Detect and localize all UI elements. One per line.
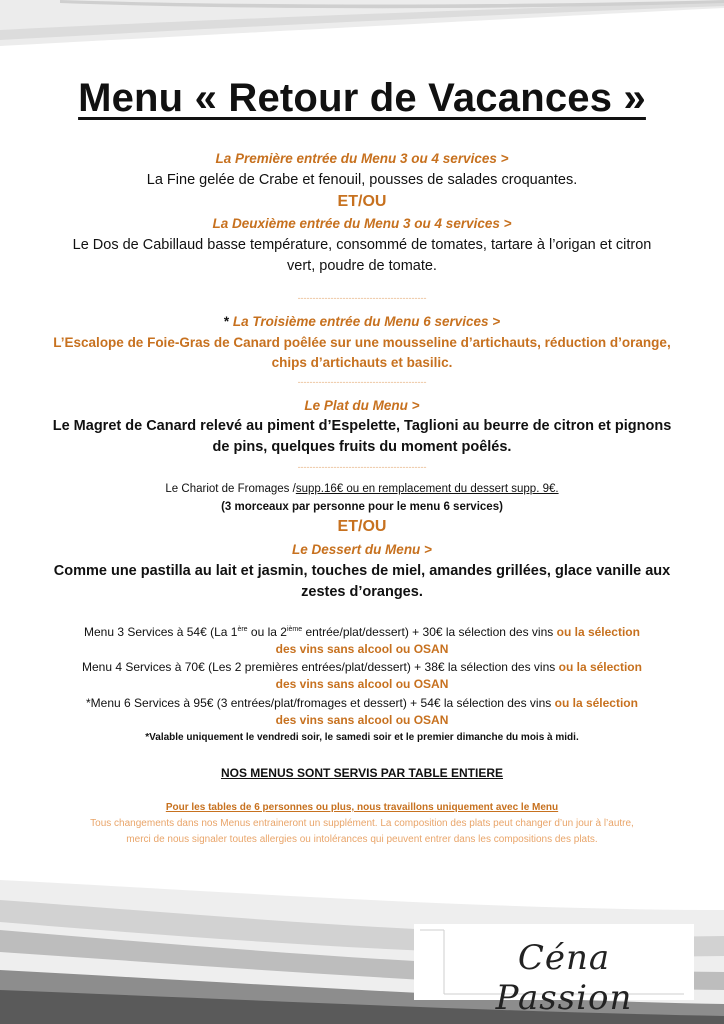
separator-1: ------------------------------------------- xyxy=(297,293,427,303)
separator-2: ------------------------------------------- xyxy=(297,377,427,387)
cheese-supplement: supp.16€ ou en remplacement du dessert supp. 9€. xyxy=(295,483,559,495)
menu-3-price-or: ou la sélection xyxy=(556,625,640,639)
dessert-label: Le Dessert du Menu > xyxy=(292,542,432,557)
et-ou-1: ET/OU xyxy=(337,193,387,210)
second-entree-dish-2: vert, poudre de tomate. xyxy=(287,258,437,274)
menu-6-price-or: ou la sélection xyxy=(554,696,638,710)
et-ou-2: ET/OU xyxy=(337,518,387,535)
cheese-prefix: Le Chariot de Fromages / xyxy=(165,483,296,495)
menu-6-price-line-2: des vins sans alcool ou OSAN xyxy=(275,713,449,727)
menu-3-price-a: Menu 3 Services à 54€ (La 1 xyxy=(84,625,238,639)
validity-note: *Valable uniquement le vendredi soir, le samedi soir et le premier dimanche du mois à midi. xyxy=(145,732,579,743)
cheese-line xyxy=(0,483,724,495)
second-entree-dish-1: Le Dos de Cabillaud basse température, consommé de tomates, tartare à l’origan et citron xyxy=(72,237,652,253)
plat-dish-2: de pins, quelques fruits du moment poêlés. xyxy=(212,439,512,455)
cena-passion-logo xyxy=(414,924,694,1018)
menu-4-price-line-2: des vins sans alcool ou OSAN xyxy=(275,677,449,691)
groups-notice: Pour les tables de 6 personnes ou plus, nous travaillons uniquement avec le Menu xyxy=(165,802,559,813)
menu-3-sup-2: ième xyxy=(286,626,303,633)
menu-6-price-line xyxy=(0,696,724,710)
menu-6-price-a: *Menu 6 Services à 95€ (3 entrées/plat/fromages et dessert) + 54€ la sélection des vins xyxy=(86,696,555,710)
page-title: Menu « Retour de Vacances » xyxy=(78,76,646,120)
logo-text: Céna Passion xyxy=(495,938,633,1018)
cheese-note: (3 morceaux par personne pour le menu 6 services) xyxy=(221,501,503,513)
menu-4-price-or: ou la sélection xyxy=(558,660,642,674)
menu-3-price-line xyxy=(0,625,724,639)
third-entree-dish-2: chips d’artichauts et basilic. xyxy=(271,355,453,370)
first-entree-label: La Première entrée du Menu 3 ou 4 services > xyxy=(215,151,509,166)
plat-dish-1: Le Magret de Canard relevé au piment d’Espelette, Taglioni au beurre de citron et pignons xyxy=(52,418,672,434)
menu-3-price-b: ou la 2 xyxy=(247,625,287,639)
plat-label: Le Plat du Menu > xyxy=(304,398,420,413)
separator-3: ------------------------------------------- xyxy=(297,462,427,472)
dessert-dish-2: zestes d’oranges. xyxy=(301,584,423,600)
changes-notice-2: merci de nous signaler toutes allergies ou intolérances qui peuvent entrer dans les compositions des plats. xyxy=(126,834,598,845)
menu-4-price-line xyxy=(0,660,724,674)
top-decoration xyxy=(0,0,724,60)
menu-3-price-c: entrée/plat/dessert) + 30€ la sélection des vins xyxy=(302,625,557,639)
changes-notice-1: Tous changements dans nos Menus entraineront un supplément. La composition des plats peut changer d’un jour à l’autre, xyxy=(90,818,634,829)
second-entree-label: La Deuxième entrée du Menu 3 ou 4 services > xyxy=(212,216,512,231)
third-entree-dish-1: L’Escalope de Foie-Gras de Canard poêlée sur une mousseline d’artichauts, réduction d’orange, xyxy=(53,335,671,350)
table-notice: NOS MENUS SONT SERVIS PAR TABLE ENTIERE xyxy=(220,766,504,780)
first-entree-dish: La Fine gelée de Crabe et fenouil, pousses de salades croquantes. xyxy=(146,172,578,188)
dessert-dish-1: Comme une pastilla au lait et jasmin, touches de miel, amandes grillées, glace vanille aux xyxy=(53,563,671,579)
third-entree-label: La Troisième entrée du Menu 6 services > xyxy=(232,314,501,329)
third-entree-star: * xyxy=(223,314,230,329)
menu-4-price-a: Menu 4 Services à 70€ (Les 2 premières entrées/plat/dessert) + 38€ la sélection des vins xyxy=(82,660,559,674)
third-entree-line xyxy=(0,314,724,329)
menu-3-price-line-2: des vins sans alcool ou OSAN xyxy=(275,642,449,656)
menu-3-sup-1: ère xyxy=(237,626,248,633)
